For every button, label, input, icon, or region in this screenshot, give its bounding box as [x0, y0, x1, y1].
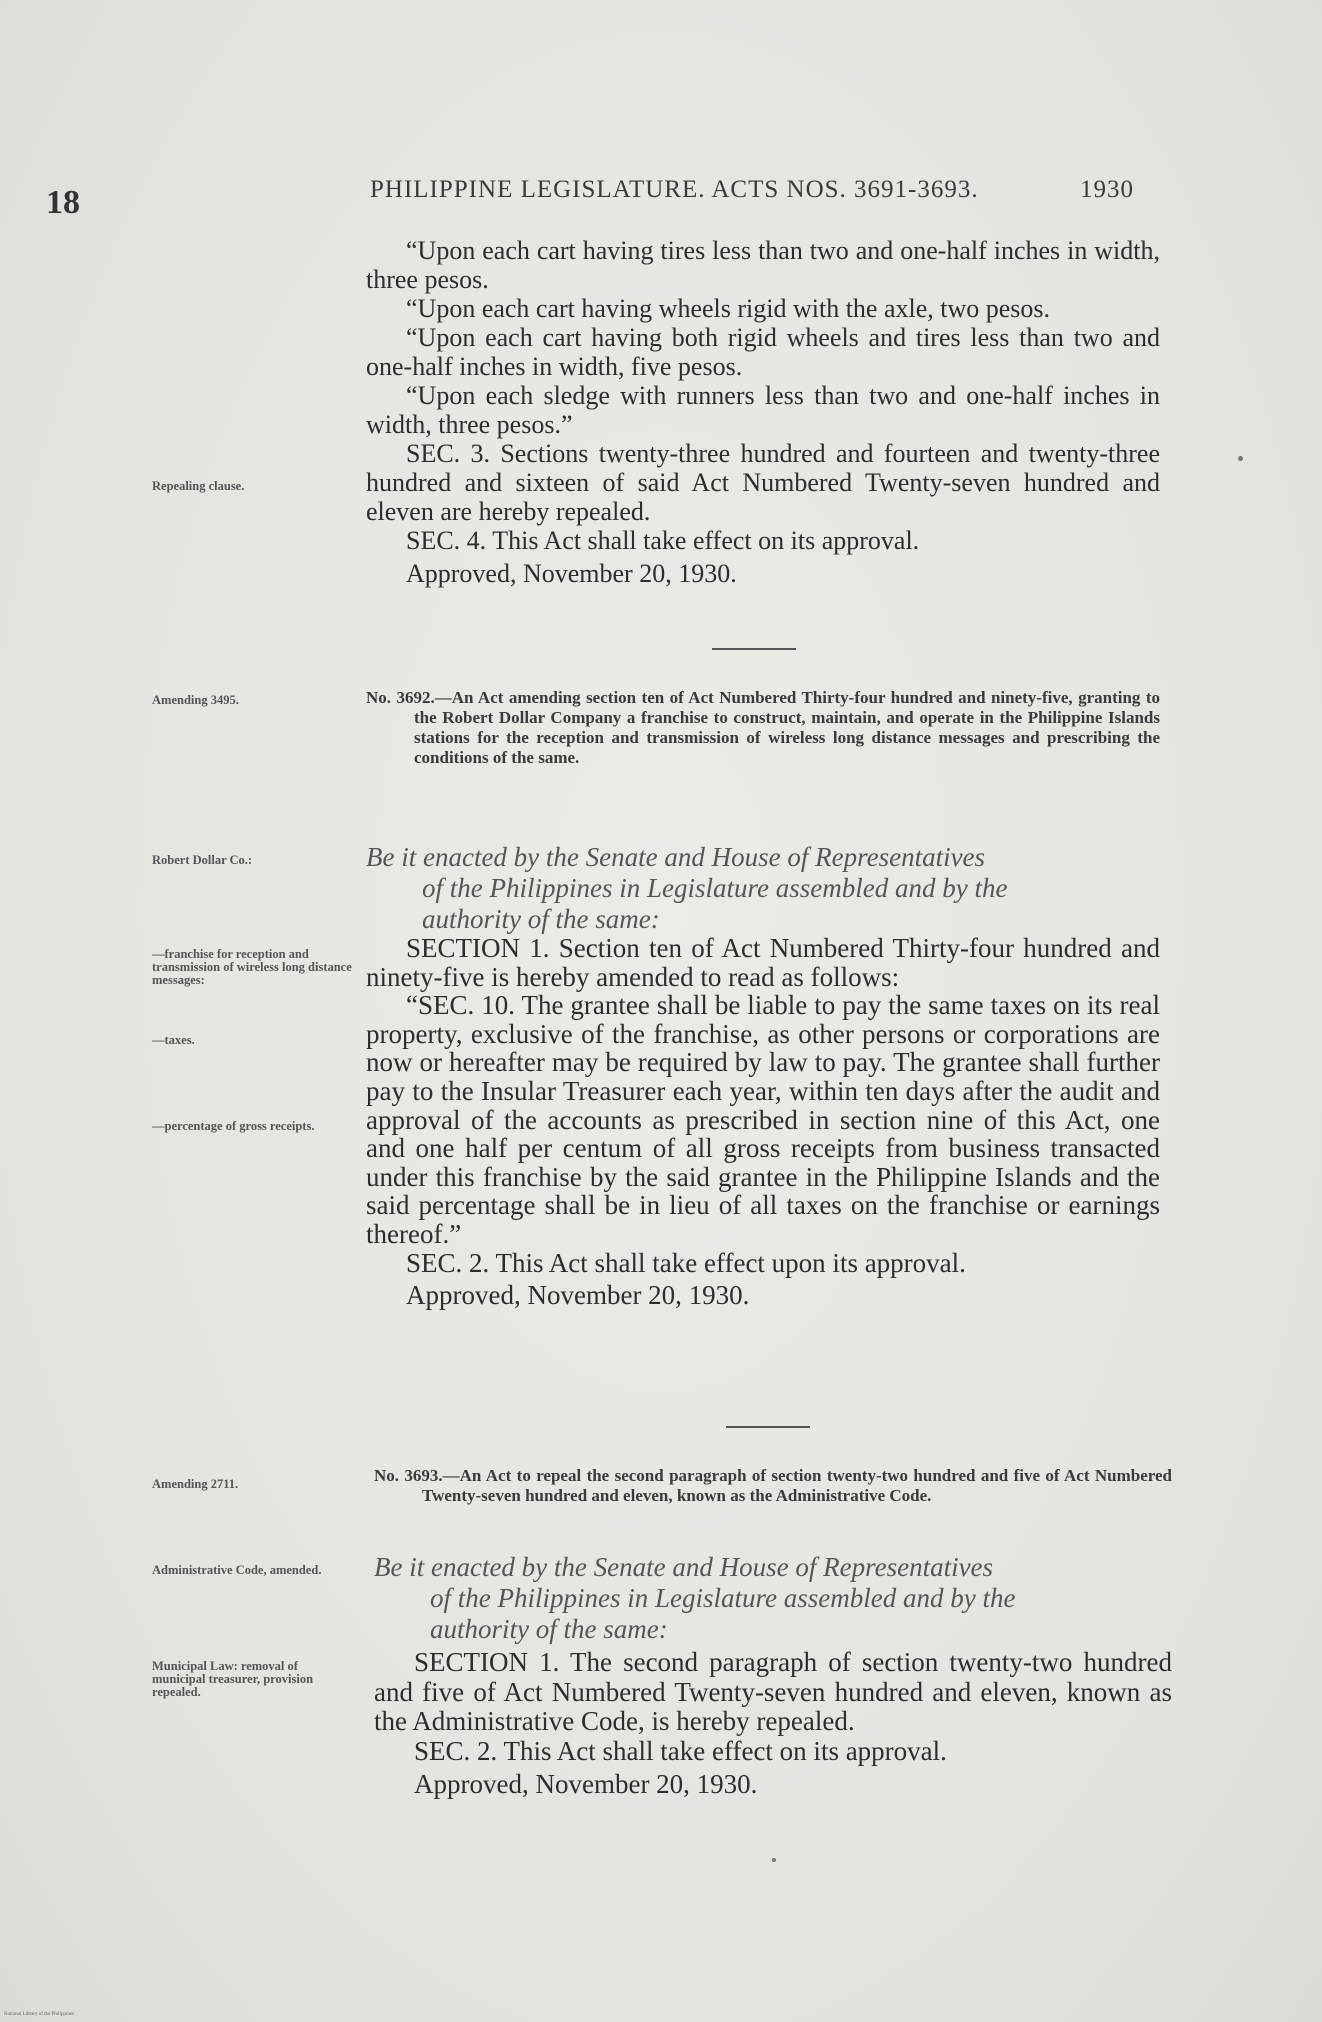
paragraph: “Upon each sledge with runners less than two and one-half inches in width, three pesos.”	[366, 381, 1160, 439]
enacting-line: of the Philippines in Legislature assembled and by the	[422, 873, 1008, 903]
section-divider	[712, 648, 796, 650]
act-3693-title	[374, 1466, 1172, 1506]
enacting-clause	[374, 1552, 1172, 1645]
enacting-line: Be it enacted by the Senate and House of Representatives	[366, 842, 986, 872]
approval-line: Approved, November 20, 1930.	[414, 1769, 758, 1799]
scan-footer: National Library of the Philippines	[4, 2012, 74, 2017]
paragraph: SEC. 3. Sections twenty-three hundred and fourteen and twenty-three hundred and sixteen of said Act Numbered Twenty-seven hundred and eleven are hereby repealed.	[366, 439, 1160, 526]
act-title-text: No. 3693.—An Act to repeal the second paragraph of section twenty-two hundred and five of Act Numbered Twenty-seven hundred and eleven, known as the Administrative Code.	[374, 1466, 1172, 1505]
enacting-line: of the Philippines in Legislature assembled and by the	[430, 1583, 1016, 1613]
sidenote-administrative-code: Administrative Code, amended.	[152, 1563, 322, 1577]
sidenote-repealing-clause: Repealing clause.	[152, 479, 245, 493]
sidenote-municipal-law: Municipal Law: removal of municipal treasurer, provision repealed.	[152, 1659, 314, 1699]
act-3692-title	[366, 688, 1160, 768]
approval-line: Approved, November 20, 1930.	[406, 1280, 750, 1311]
running-head	[370, 176, 1140, 204]
sidenote-robert-dollar: Robert Dollar Co.:	[152, 853, 253, 867]
running-head-year: 1930	[1080, 176, 1134, 203]
paragraph: “SEC. 10. The grantee shall be liable to pay the same taxes on its real property, exclusive of the franchise, as other persons or corporations are now or hereafter may be required by law to pay. The grantee shall further pay to the Insular Treasurer each year, within ten days after the audit and approval of the accounts as prescribed in section nine of this Act, one and one half per centum of all gross receipts from business transacted under this franchise by the said grantee in the Philippine Islands and the said percentage shall be in lieu of all taxes on the franchise or earnings thereof.”	[366, 990, 1160, 1249]
running-head-title: PHILIPPINE LEGISLATURE. ACTS NOS. 3691-3693.	[370, 176, 979, 203]
act-3692-body	[366, 934, 1160, 1310]
paragraph: SEC. 2. This Act shall take effect upon its approval.	[406, 1247, 966, 1278]
section-divider	[726, 1426, 810, 1428]
speck	[1238, 456, 1243, 461]
paragraph: “Upon each cart having tires less than two and one-half inches in width, three pesos.	[366, 236, 1160, 294]
paragraph: “Upon each cart having both rigid wheels and tires less than two and one-half inches in width, five pesos.	[366, 323, 1160, 381]
paragraph: SECTION 1. The second paragraph of section twenty-two hundred and five of Act Numbered Twenty-seven hundred and eleven, known as the Administrative Code, is hereby repealed.	[374, 1647, 1172, 1736]
sidenote-amending-3495: Amending 3495.	[152, 693, 239, 707]
sidenote-taxes: —taxes.	[152, 1033, 195, 1047]
act-title-text: No. 3692.—An Act amending section ten of Act Numbered Thirty-four hundred and ninety-five, granting to the Robert Dollar Company a franchise to construct, maintain, and operate in the Philippine Islands stations for the reception and transmission of wireless long distance messages and prescribing the conditions of the same.	[366, 688, 1160, 767]
enacting-line: Be it enacted by the Senate and House of Representatives	[374, 1552, 994, 1582]
enacting-clause	[366, 842, 1160, 935]
act-3691-continuation	[366, 236, 1160, 588]
act-3693-body	[374, 1648, 1172, 1800]
sidenote-gross-receipts: —percentage of gross receipts.	[152, 1119, 315, 1133]
sidenote-amending-2711: Amending 2711.	[152, 1477, 239, 1491]
paragraph: “Upon each cart having wheels rigid with the axle, two pesos.	[406, 294, 1051, 323]
enacting-line: authority of the same:	[422, 904, 660, 934]
sidenote-franchise: —franchise for reception and transmission of wireless long distance messages:	[152, 947, 352, 987]
approval-line: Approved, November 20, 1930.	[406, 559, 737, 588]
paragraph: SEC. 2. This Act shall take effect on its approval.	[414, 1735, 947, 1766]
paragraph: SEC. 4. This Act shall take effect on its approval.	[406, 526, 920, 555]
speck	[772, 1858, 776, 1862]
enacting-line: authority of the same:	[430, 1614, 668, 1644]
paragraph: SECTION 1. Section ten of Act Numbered Thirty-four hundred and ninety-five is hereby amended to read as follows:	[366, 933, 1160, 992]
page-number: 18	[46, 184, 80, 221]
